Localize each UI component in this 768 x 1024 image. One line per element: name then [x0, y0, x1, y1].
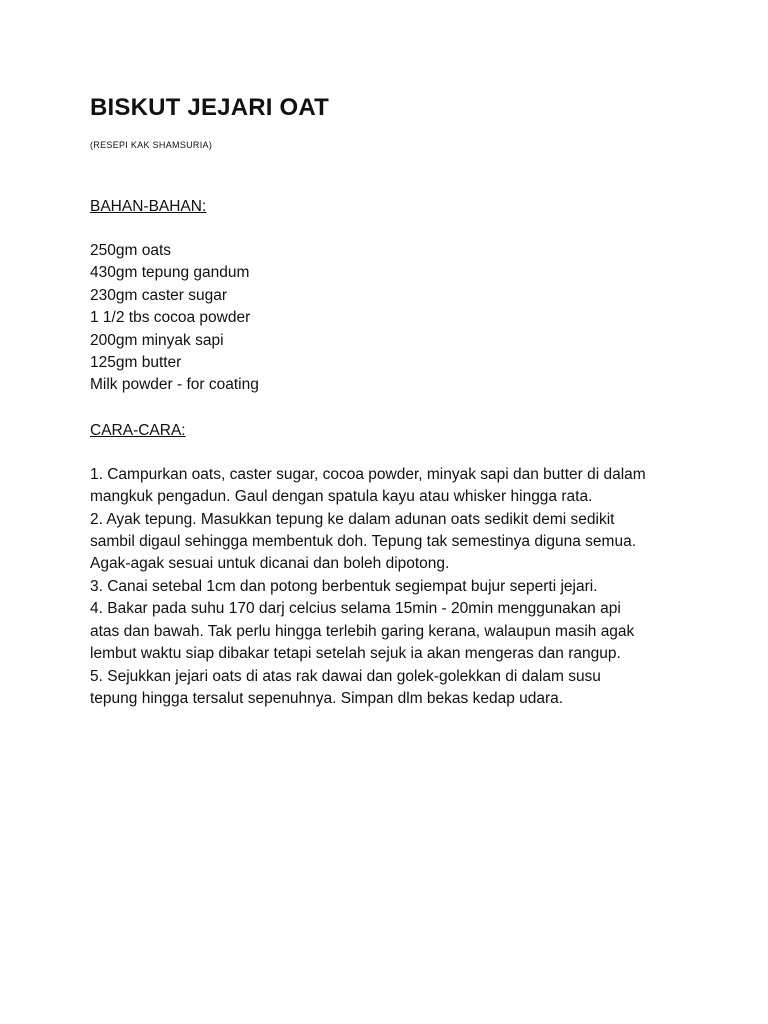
- method-step: [90, 509, 710, 576]
- recipe-subtitle: (RESEPI KAK SHAMSURIA): [90, 140, 213, 150]
- ingredient-item: 125gm butter: [90, 354, 182, 372]
- method-step: [90, 666, 710, 711]
- method-step: [90, 576, 710, 598]
- method-step-line: 5. Sejukkan jejari oats di atas rak dawai dan golek-golekkan di dalam susu: [90, 667, 601, 685]
- recipe-content: [90, 92, 710, 710]
- method-step-line: tepung hingga tersalut sepenuhnya. Simpan dlm bekas kedap udara.: [90, 689, 564, 707]
- method-step-line: 1. Campurkan oats, caster sugar, cocoa powder, minyak sapi dan butter di dalam: [90, 465, 646, 483]
- ingredients-heading: BAHAN-BAHAN:: [90, 198, 207, 215]
- ingredients-list: [90, 240, 710, 397]
- method-step: [90, 598, 710, 665]
- ingredient-item: 430gm tepung gandum: [90, 264, 250, 282]
- method-step-line: mangkuk pengadun. Gaul dengan spatula kayu atau whisker hingga rata.: [90, 488, 593, 506]
- method-step-line: lembut waktu siap dibakar tetapi setelah sejuk ia akan mengeras dan rangup.: [90, 645, 621, 663]
- method-steps-list: [90, 464, 710, 710]
- ingredient-item: 200gm minyak sapi: [90, 331, 224, 349]
- method-step-line: 4. Bakar pada suhu 170 darj celcius selama 15min - 20min menggunakan api: [90, 600, 621, 618]
- method-step-line: 3. Canai setebal 1cm dan potong berbentuk segiempat bujur seperti jejari.: [90, 577, 598, 595]
- ingredient-item: Milk powder - for coating: [90, 376, 259, 394]
- recipe-title: BISKUT JEJARI OAT: [90, 94, 329, 121]
- ingredient-item: 230gm caster sugar: [90, 286, 227, 304]
- method-heading: CARA-CARA:: [90, 421, 186, 439]
- method-step-line: sambil digaul sehingga membentuk doh. Tepung tak semestinya diguna semua.: [90, 533, 636, 551]
- ingredient-item: 250gm oats: [90, 242, 171, 259]
- method-step: [90, 464, 710, 509]
- method-step-line: Agak-agak sesuai untuk dicanai dan boleh dipotong.: [90, 555, 450, 573]
- ingredient-item: 1 1/2 tbs cocoa powder: [90, 309, 251, 327]
- method-step-line: 2. Ayak tepung. Masukkan tepung ke dalam adunan oats sedikit demi sedikit: [90, 510, 615, 528]
- method-step-line: atas dan bawah. Tak perlu hingga terlebih garing kerana, walaupun masih agak: [90, 622, 635, 640]
